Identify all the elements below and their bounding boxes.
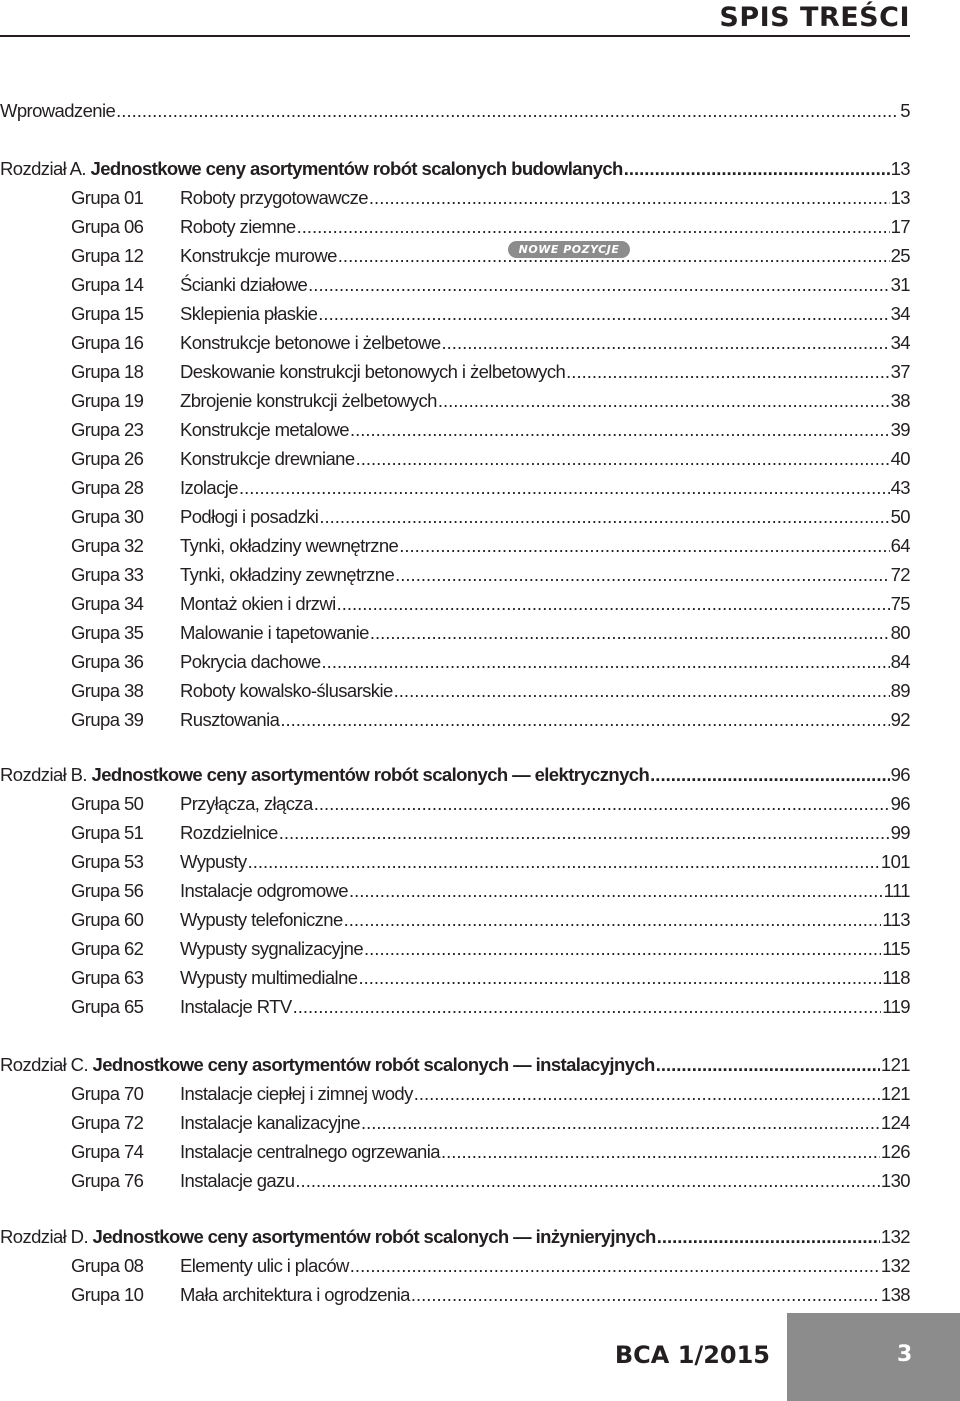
- toc-page-number: 39: [890, 419, 910, 440]
- toc-page-number: 17: [890, 216, 910, 237]
- toc-row: [0, 1079, 910, 1108]
- toc-entry-title: Ścianki działowe: [180, 274, 308, 295]
- page-number-box: [787, 1313, 960, 1401]
- toc-entry: [180, 560, 910, 589]
- toc-entry-title: Deskowanie konstrukcji betonowych i żelbetowych: [180, 361, 566, 382]
- toc-row: [0, 1251, 910, 1280]
- dot-leader: [624, 154, 890, 183]
- toc-page-number: 126: [880, 1141, 910, 1162]
- toc-entry: [180, 1079, 910, 1108]
- toc-row: [0, 531, 910, 560]
- chapter-title: Jednostkowe ceny asortymentów robót scalonych — instalacyjnych: [92, 1054, 655, 1075]
- dot-leader: [297, 212, 890, 241]
- chapter-title: Jednostkowe ceny asortymentów robót scalonych budowlanych: [90, 158, 623, 179]
- chapter-row: [0, 154, 910, 183]
- toc-entry-title: Wypusty multimedialne: [180, 967, 358, 988]
- toc-entry-title: Podłogi i posadzki: [180, 506, 319, 527]
- group-code: Grupa 74: [71, 1141, 144, 1162]
- toc-row: [0, 589, 910, 618]
- toc-entry-title: Wypusty: [180, 851, 247, 872]
- chapter-title: Jednostkowe ceny asortymentów robót scalonych — inżynieryjnych: [92, 1226, 656, 1247]
- toc-row: [0, 647, 910, 676]
- dot-leader: [438, 386, 890, 415]
- group-code: Grupa 15: [71, 303, 144, 324]
- toc-page-number: 121: [880, 1054, 910, 1075]
- group-code: Grupa 33: [71, 564, 144, 585]
- issue-label: BCA 1/2015: [614, 1341, 770, 1369]
- dot-leader: [395, 560, 889, 589]
- dot-leader: [657, 1222, 880, 1251]
- dot-leader: [364, 934, 881, 963]
- toc-entry-title: Elementy ulic i placów: [180, 1255, 349, 1276]
- dot-leader: [442, 328, 890, 357]
- toc-entry: [180, 676, 910, 705]
- group-code: Grupa 72: [71, 1112, 144, 1133]
- toc-page-number: 72: [890, 564, 910, 585]
- group-code: Grupa 70: [71, 1083, 144, 1104]
- toc-row: [0, 818, 910, 847]
- dot-leader: [293, 992, 882, 1021]
- toc-page-number: 101: [880, 851, 910, 872]
- toc-entry-title: Roboty ziemne: [180, 216, 296, 237]
- toc-entry: [180, 270, 910, 299]
- toc-entry: [180, 212, 910, 241]
- toc-entry-title: Konstrukcje metalowe: [180, 419, 349, 440]
- group-code: Grupa 62: [71, 938, 144, 959]
- group-code: Grupa 14: [71, 274, 144, 295]
- group-code: Grupa 36: [71, 651, 144, 672]
- chapter-title: Jednostkowe ceny asortymentów robót scalonych — elektrycznych: [91, 764, 650, 785]
- toc-entry-title: Montaż okien i drzwi: [180, 593, 336, 614]
- toc-entry: [180, 876, 910, 905]
- toc-entry-title: Mała architektura i ogrodzenia: [180, 1284, 410, 1305]
- dot-leader: [337, 589, 890, 618]
- dot-leader: [566, 357, 889, 386]
- toc-entry: [0, 154, 910, 183]
- group-code: Grupa 32: [71, 535, 144, 556]
- chapter-row: [0, 1222, 910, 1251]
- toc-entry-title: Instalacje RTV: [180, 996, 292, 1017]
- dot-leader: [441, 1137, 880, 1166]
- group-code: Grupa 38: [71, 680, 144, 701]
- dot-leader: [308, 270, 889, 299]
- toc-row: [0, 328, 910, 357]
- group-code: Grupa 65: [71, 996, 144, 1017]
- toc-entry-title: Instalacje centralnego ogrzewania: [180, 1141, 440, 1162]
- toc-entry: [180, 531, 910, 560]
- group-code: Grupa 06: [71, 216, 144, 237]
- group-code: Grupa 56: [71, 880, 144, 901]
- dot-leader: [369, 183, 890, 212]
- page-number: 3: [897, 1342, 913, 1367]
- toc-entry-title: Instalacje odgromowe: [180, 880, 348, 901]
- group-code: Grupa 60: [71, 909, 144, 930]
- toc-row: [0, 415, 910, 444]
- toc-row: [0, 357, 910, 386]
- toc-entry: [0, 760, 910, 789]
- toc-entry: [0, 1050, 910, 1079]
- toc-entry: [180, 847, 910, 876]
- dot-leader: [370, 618, 890, 647]
- toc-entry-title: Malowanie i tapetowanie: [180, 622, 369, 643]
- toc-entry-title: Instalacje ciepłej i zimnej wody: [180, 1083, 413, 1104]
- toc-entry: [180, 705, 910, 734]
- group-code: Grupa 19: [71, 390, 144, 411]
- group-code: Grupa 39: [71, 709, 144, 730]
- dot-leader: [399, 531, 889, 560]
- toc-row: [0, 502, 910, 531]
- toc-page-number: 13: [890, 158, 910, 179]
- toc-row: [0, 299, 910, 328]
- toc-page-number: 31: [890, 274, 910, 295]
- toc-entry: [180, 1166, 910, 1195]
- toc-row: [0, 876, 910, 905]
- toc-entry: [180, 502, 910, 531]
- group-code: Grupa 18: [71, 361, 144, 382]
- chapter-row: [0, 760, 910, 789]
- toc-entry: [180, 618, 910, 647]
- toc-entry: [180, 183, 910, 212]
- group-code: Grupa 53: [71, 851, 144, 872]
- chapter-label: Rozdział B.: [0, 764, 87, 785]
- toc-entry: [180, 1137, 910, 1166]
- toc-row: [0, 705, 910, 734]
- toc-entry: [180, 818, 910, 847]
- toc-entry: [180, 647, 910, 676]
- toc-row: [0, 992, 910, 1021]
- toc-entry-title: Rusztowania: [180, 709, 280, 730]
- dot-leader: [650, 760, 889, 789]
- toc-entry-title: Przyłącza, złącza: [180, 793, 313, 814]
- toc-entry-title: Zbrojenie konstrukcji żelbetowych: [180, 390, 437, 411]
- toc-page-number: 118: [882, 967, 910, 988]
- group-code: Grupa 23: [71, 419, 144, 440]
- dot-leader: [295, 1166, 880, 1195]
- group-code: Grupa 01: [71, 187, 144, 208]
- toc-entry: [180, 386, 910, 415]
- toc-row: [0, 270, 910, 299]
- toc-row: [0, 618, 910, 647]
- dot-leader: [279, 818, 890, 847]
- toc-entry: [180, 1251, 910, 1280]
- dot-leader: [314, 789, 890, 818]
- toc-entry: [180, 415, 910, 444]
- toc-page-number: 80: [890, 622, 910, 643]
- toc-entry: [180, 1108, 910, 1137]
- toc-entry: [0, 96, 910, 125]
- dot-leader: [280, 705, 889, 734]
- dot-leader: [322, 647, 890, 676]
- toc-page-number: 119: [882, 996, 910, 1017]
- dot-leader: [358, 963, 881, 992]
- toc-page-number: 43: [890, 477, 910, 498]
- toc-row: [0, 1108, 910, 1137]
- group-code: Grupa 35: [71, 622, 144, 643]
- toc-page-number: 25: [890, 245, 910, 266]
- toc-entry-title: Wypusty telefoniczne: [180, 909, 343, 930]
- toc-entry: [180, 905, 910, 934]
- new-items-badge: NOWE POZYCJE: [508, 241, 630, 258]
- toc-page-number: 113: [882, 909, 910, 930]
- dot-leader: [414, 1079, 880, 1108]
- toc-row: [0, 473, 910, 502]
- toc-entry-title: Wprowadzenie: [0, 100, 116, 121]
- chapter-label: Rozdział D.: [0, 1226, 88, 1247]
- toc-entry-title: Tynki, okładziny zewnętrzne: [180, 564, 395, 585]
- toc-page-number: 138: [880, 1284, 910, 1305]
- toc-entry: [180, 789, 910, 818]
- toc-page-number: 89: [890, 680, 910, 701]
- toc-page-number: 34: [890, 332, 910, 353]
- toc-entry: [180, 444, 910, 473]
- page-title: SPIS TREŚCI: [719, 2, 910, 33]
- toc-row: [0, 560, 910, 589]
- dot-leader: [350, 1251, 880, 1280]
- toc-entry: [180, 299, 910, 328]
- toc-row: [0, 1280, 910, 1309]
- dot-leader: [318, 299, 889, 328]
- toc-entry-title: Tynki, okładziny wewnętrzne: [180, 535, 399, 556]
- toc-page-number: 13: [890, 187, 910, 208]
- dot-leader: [116, 96, 899, 125]
- dot-leader: [344, 905, 882, 934]
- toc-row: [0, 183, 910, 212]
- toc-entry: [180, 963, 910, 992]
- toc-page-number: 64: [890, 535, 910, 556]
- toc-entry-title: Rozdzielnice: [180, 822, 278, 843]
- toc-row: [0, 1137, 910, 1166]
- dot-leader: [411, 1280, 880, 1309]
- toc-page-number: 96: [890, 764, 910, 785]
- toc-page-number: 84: [890, 651, 910, 672]
- toc-entry: [180, 473, 910, 502]
- toc-page-number: 75: [890, 593, 910, 614]
- toc-row: [0, 444, 910, 473]
- toc-page-number: 40: [890, 448, 910, 469]
- toc-row: [0, 1166, 910, 1195]
- group-code: Grupa 50: [71, 793, 144, 814]
- toc-entry: [180, 992, 910, 1021]
- toc-entry: [180, 934, 910, 963]
- toc-entry-title: Sklepienia płaskie: [180, 303, 318, 324]
- toc-entry-title: Konstrukcje betonowe i żelbetowe: [180, 332, 441, 353]
- toc-page-number: 99: [890, 822, 910, 843]
- toc-entry-title: Pokrycia dachowe: [180, 651, 321, 672]
- toc-entry-title: Konstrukcje murowe: [180, 245, 337, 266]
- group-code: Grupa 10: [71, 1284, 144, 1305]
- dot-leader: [239, 473, 890, 502]
- dot-leader: [349, 876, 883, 905]
- group-code: Grupa 16: [71, 332, 144, 353]
- dot-leader: [656, 1050, 880, 1079]
- toc-row: [0, 905, 910, 934]
- group-code: Grupa 76: [71, 1170, 144, 1191]
- toc-page-number: 124: [880, 1112, 910, 1133]
- toc-row: [0, 676, 910, 705]
- toc-row: [0, 847, 910, 876]
- dot-leader: [361, 1108, 880, 1137]
- toc-page-number: 121: [880, 1083, 910, 1104]
- toc-page-number: 50: [890, 506, 910, 527]
- toc-entry-title: Roboty przygotowawcze: [180, 187, 368, 208]
- dot-leader: [394, 676, 890, 705]
- group-code: Grupa 26: [71, 448, 144, 469]
- toc-page-number: 132: [880, 1226, 910, 1247]
- toc-entry: [180, 1280, 910, 1309]
- chapter-row: [0, 1050, 910, 1079]
- toc-page-number: 132: [880, 1255, 910, 1276]
- toc-entry-title: Instalacje kanalizacyjne: [180, 1112, 360, 1133]
- toc-row: [0, 241, 910, 270]
- toc-entry-title: Wypusty sygnalizacyjne: [180, 938, 364, 959]
- toc-entry: [0, 1222, 910, 1251]
- toc-row: [0, 934, 910, 963]
- toc-page-number: 96: [890, 793, 910, 814]
- group-code: Grupa 34: [71, 593, 144, 614]
- toc-entry-title: Instalacje gazu: [180, 1170, 295, 1191]
- toc-row: [0, 789, 910, 818]
- chapter-label: Rozdział C.: [0, 1054, 88, 1075]
- toc-entry-title: Konstrukcje drewniane: [180, 448, 355, 469]
- toc-page-number: 37: [890, 361, 910, 382]
- group-code: Grupa 30: [71, 506, 144, 527]
- toc-page-number: 34: [890, 303, 910, 324]
- toc-entry: [180, 357, 910, 386]
- toc-row-intro: [0, 96, 910, 125]
- dot-leader: [248, 847, 880, 876]
- toc-page-number: 92: [890, 709, 910, 730]
- toc-entry-title: Izolacje: [180, 477, 238, 498]
- toc-row: [0, 386, 910, 415]
- header-rule: [0, 35, 910, 37]
- toc-page-number: 38: [890, 390, 910, 411]
- group-code: Grupa 12: [71, 245, 144, 266]
- dot-leader: [350, 415, 890, 444]
- toc-page-number: 111: [883, 880, 910, 901]
- toc-page-number: 130: [880, 1170, 910, 1191]
- toc-page-number: 115: [882, 938, 910, 959]
- chapter-label: Rozdział A.: [0, 158, 86, 179]
- toc-row: [0, 963, 910, 992]
- toc-row: [0, 212, 910, 241]
- group-code: Grupa 51: [71, 822, 144, 843]
- toc-entry-title: Roboty kowalsko-ślusarskie: [180, 680, 393, 701]
- group-code: Grupa 28: [71, 477, 144, 498]
- dot-leader: [356, 444, 890, 473]
- toc-page-number: 5: [900, 100, 910, 121]
- group-code: Grupa 08: [71, 1255, 144, 1276]
- toc-entry: [180, 328, 910, 357]
- dot-leader: [319, 502, 889, 531]
- toc-entry: [180, 589, 910, 618]
- group-code: Grupa 63: [71, 967, 144, 988]
